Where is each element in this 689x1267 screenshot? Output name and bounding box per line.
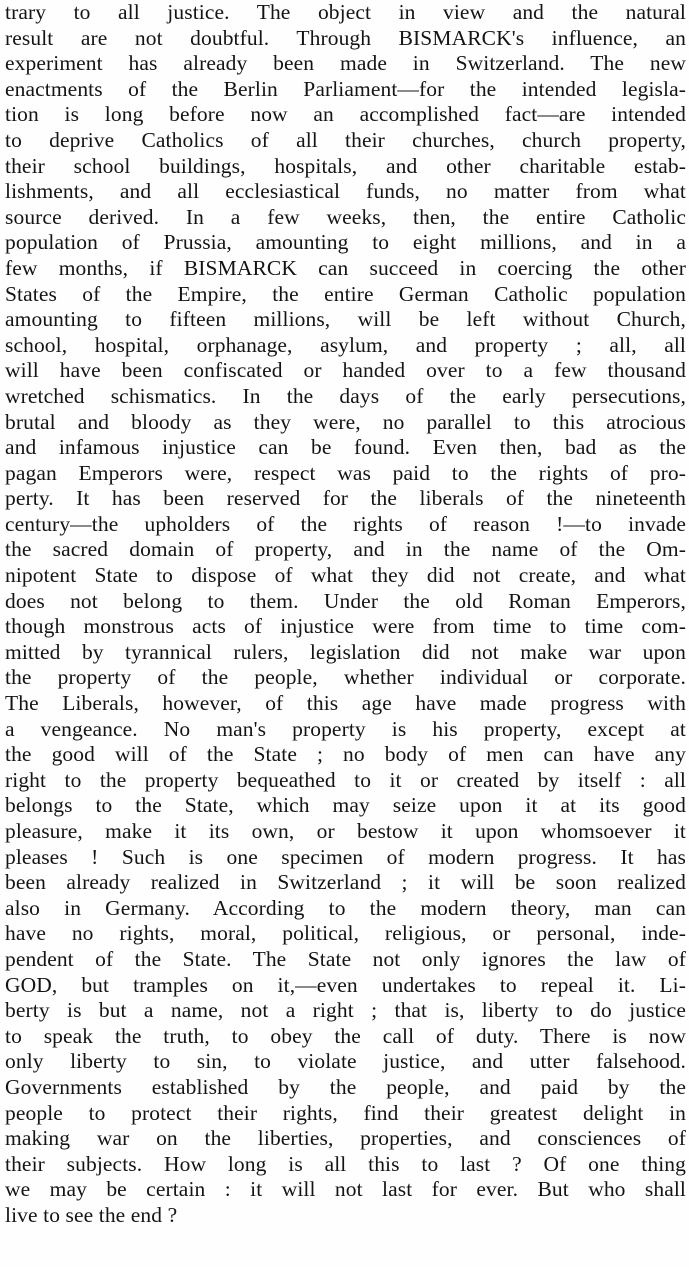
text-line: experiment has already been made in Switzerland. The new [5,51,686,76]
text-line: trary to all justice. The object in view and the natural [5,0,686,24]
text-line: berty is but a name, not a right ; that is, liberty to do justice [5,998,686,1023]
text-line: nipotent State to dispose of what they did not create, and what [5,563,686,588]
text-line: though monstrous acts of injustice were from time to time com- [5,614,686,639]
text-line: people to protect their rights, find their greatest delight in [5,1100,686,1125]
text-line: population of Prussia, amounting to eight millions, and in a [5,230,686,255]
text-line: The Liberals, however, of this age have made progress with [5,691,686,716]
text-line: amounting to fifteen millions, will be left without Church, [5,307,686,332]
text-line: the good will of the State ; no body of men can have any [5,742,686,767]
text-line: few months, if BISMARCK can succeed in coercing the other [5,255,686,280]
text-line: pendent of the State. The State not only ignores the law of [5,946,686,971]
text-line: school, hospital, orphanage, asylum, and property ; all, all [5,332,686,357]
text-line: States of the Empire, the entire German Catholic population [5,281,686,306]
text-line: we may be certain : it will not last for ever. But who shall [5,1177,686,1202]
text-line: does not belong to them. Under the old Roman Emperors, [5,588,686,613]
text-line: will have been confiscated or handed over to a few thousand [5,358,686,383]
text-line: GOD, but tramples on it,—even undertakes to repeal it. Li- [5,972,686,997]
text-line: to deprive Catholics of all their churches, church property, [5,127,686,152]
text-line: their school buildings, hospitals, and other charitable estab- [5,153,686,178]
text-line: right to the property bequeathed to it or created by itself : all [5,767,686,792]
text-line: perty. It has been reserved for the liberals of the nineteenth [5,486,686,511]
article-text-column [5,0,686,1229]
text-line: century—the upholders of the rights of reason !—to invade [5,511,686,536]
text-line: the property of the people, whether individual or corporate. [5,665,686,690]
text-line: to speak the truth, to obey the call of duty. There is now [5,1023,686,1048]
text-line: pleasure, make it its own, or bestow it upon whomsoever it [5,819,686,843]
text-line: making war on the liberties, properties, and consciences of [5,1126,686,1151]
text-line: Governments established by the people, and paid by the [5,1074,686,1099]
text-line: also in Germany. According to the modern theory, man can [5,895,686,920]
text-line: the sacred domain of property, and in the name of the Om- [5,537,686,562]
text-line: wretched schismatics. In the days of the early persecutions, [5,383,686,408]
text-line: mitted by tyrannical rulers, legislation did not make war upon [5,639,686,664]
text-line: result are not doubtful. Through BISMARCK's influence, an [5,25,686,50]
text-line: pleases ! Such is one specimen of modern progress. It has [5,844,686,869]
text-line: been already realized in Switzerland ; it will be soon realized [5,870,686,895]
text-line: source derived. In a few weeks, then, the entire Catholic [5,204,686,229]
text-line: lishments, and all ecclesiastical funds, no matter from what [5,179,686,204]
text-line: a vengeance. No man's property is his property, except at [5,716,686,741]
text-line: live to see the end ? [5,1202,178,1227]
text-line: and infamous injustice can be found. Even then, bad as the [5,435,686,460]
text-line: belongs to the State, which may seize upon it at its good [5,793,686,818]
text-line: have no rights, moral, political, religious, or personal, inde- [5,921,686,946]
text-line: pagan Emperors were, respect was paid to the rights of pro- [5,460,686,485]
text-line: tion is long before now an accomplished fact—are intended [5,102,686,127]
text-line: their subjects. How long is all this to last ? Of one thing [5,1151,686,1176]
text-line: brutal and bloody as they were, no parallel to this atrocious [5,409,686,434]
text-line: only liberty to sin, to violate justice, and utter falsehood. [5,1049,686,1074]
text-line: enactments of the Berlin Parliament—for the intended legisla- [5,76,686,101]
